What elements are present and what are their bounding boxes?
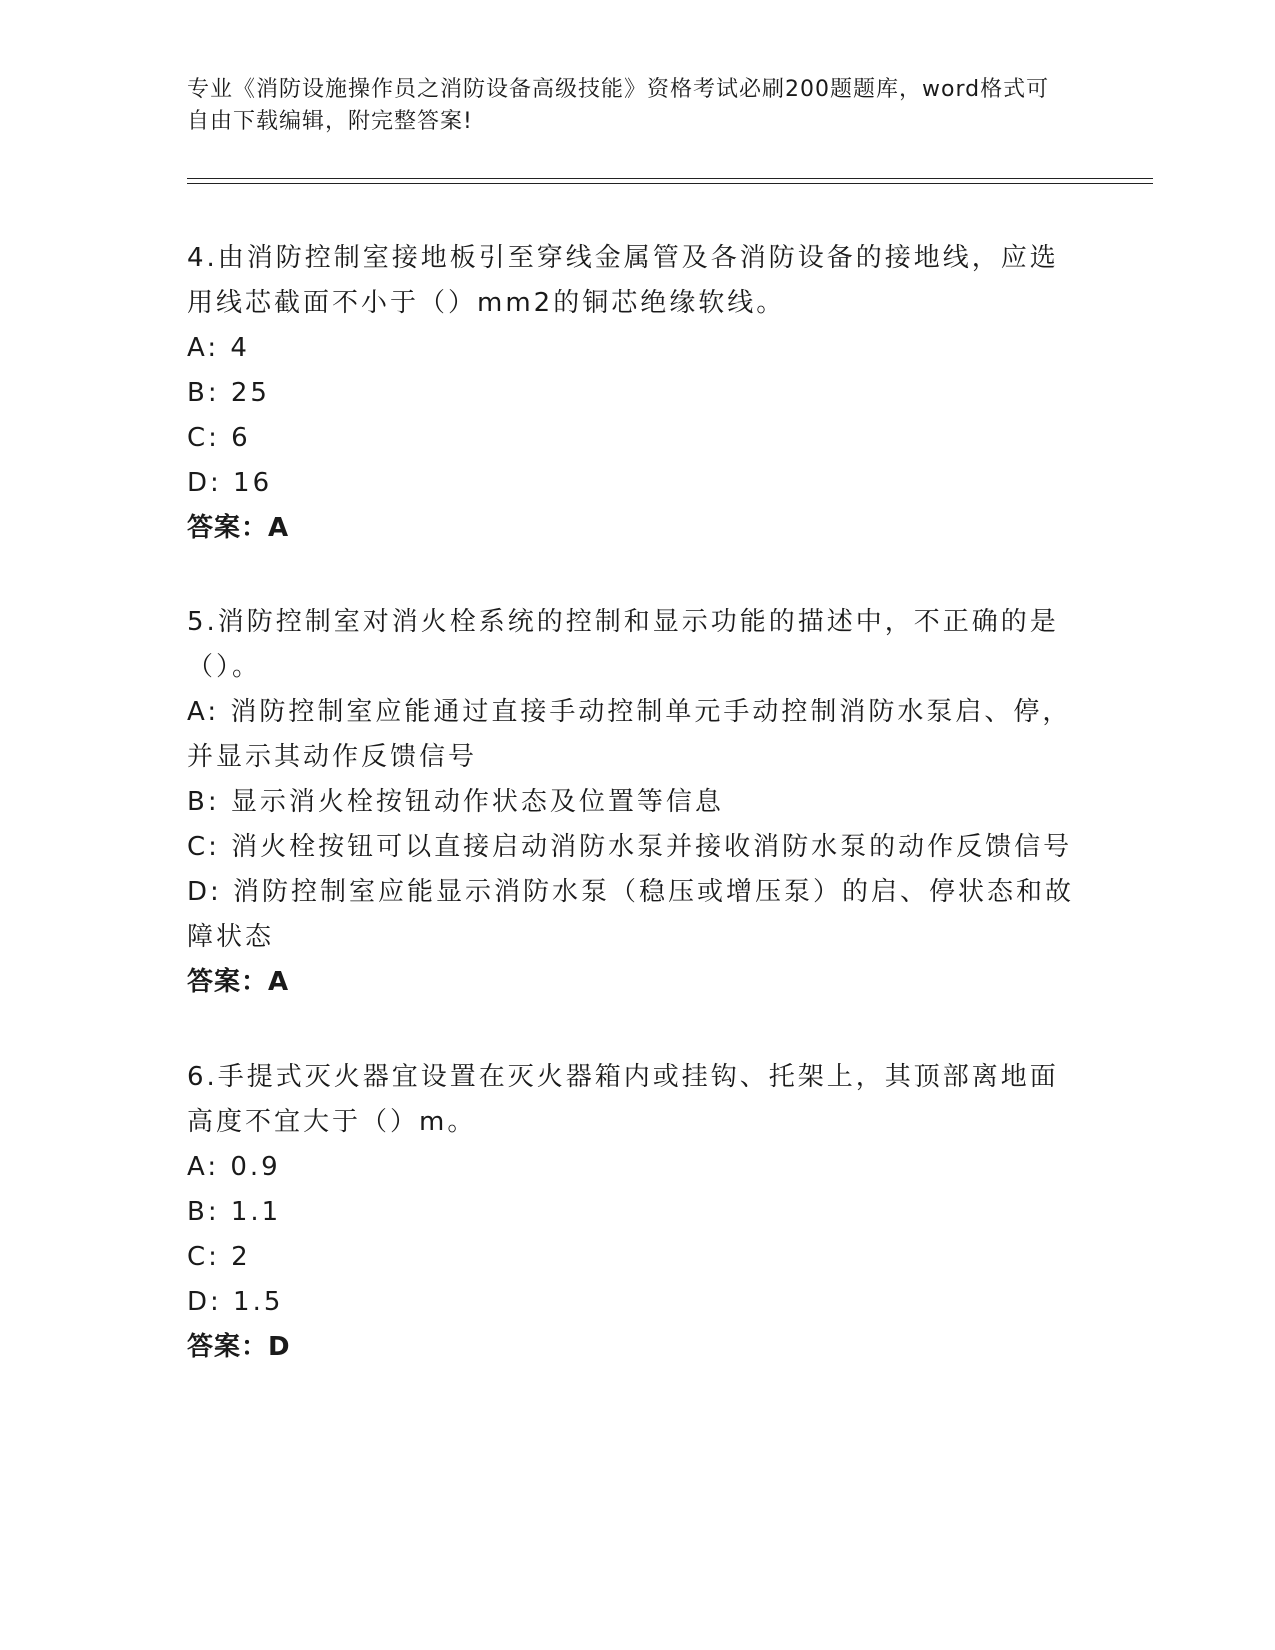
option-a: A: 消防控制室应能通过直接手动控制单元手动控制消防水泵启、停，并显示其动作反馈信号	[187, 697, 1072, 772]
answer: 答案：D	[187, 1332, 291, 1362]
option-a: A: 0.9	[187, 1152, 281, 1182]
question-6	[187, 1055, 1087, 1370]
option-b: B: 显示消火栓按钮动作状态及位置等信息	[187, 787, 724, 817]
answer: 答案：A	[187, 513, 290, 543]
option-b: B: 25	[187, 378, 270, 408]
header-divider-bottom	[187, 183, 1153, 184]
option-c: C: 2	[187, 1242, 251, 1272]
question-stem: 4.由消防控制室接地板引至穿线金属管及各消防设备的接地线，应选用线芯截面不小于（）mm2的铜芯绝缘软线。	[187, 243, 1059, 318]
option-c: C: 6	[187, 423, 251, 453]
header-divider-top	[187, 178, 1153, 179]
question-stem: 6.手提式灭火器宜设置在灭火器箱内或挂钩、托架上，其顶部离地面高度不宜大于（）m。	[187, 1062, 1059, 1137]
option-a: A: 4	[187, 333, 250, 363]
question-5	[187, 600, 1087, 1005]
option-d: D: 1.5	[187, 1287, 284, 1317]
question-stem: 5.消防控制室对消火栓系统的控制和显示功能的描述中，不正确的是（）。	[187, 607, 1059, 682]
question-4	[187, 236, 1087, 551]
option-d: D: 消防控制室应能显示消防水泵（稳压或增压泵）的启、停状态和故障状态	[187, 877, 1075, 952]
option-b: B: 1.1	[187, 1197, 282, 1227]
option-c: C: 消火栓按钮可以直接启动消防水泵并接收消防水泵的动作反馈信号	[187, 832, 1073, 862]
option-d: D: 16	[187, 468, 273, 498]
answer: 答案：A	[187, 967, 290, 997]
document-header: 专业《消防设施操作员之消防设备高级技能》资格考试必刷200题题库，word格式可自由下载编辑，附完整答案!	[187, 77, 1050, 134]
